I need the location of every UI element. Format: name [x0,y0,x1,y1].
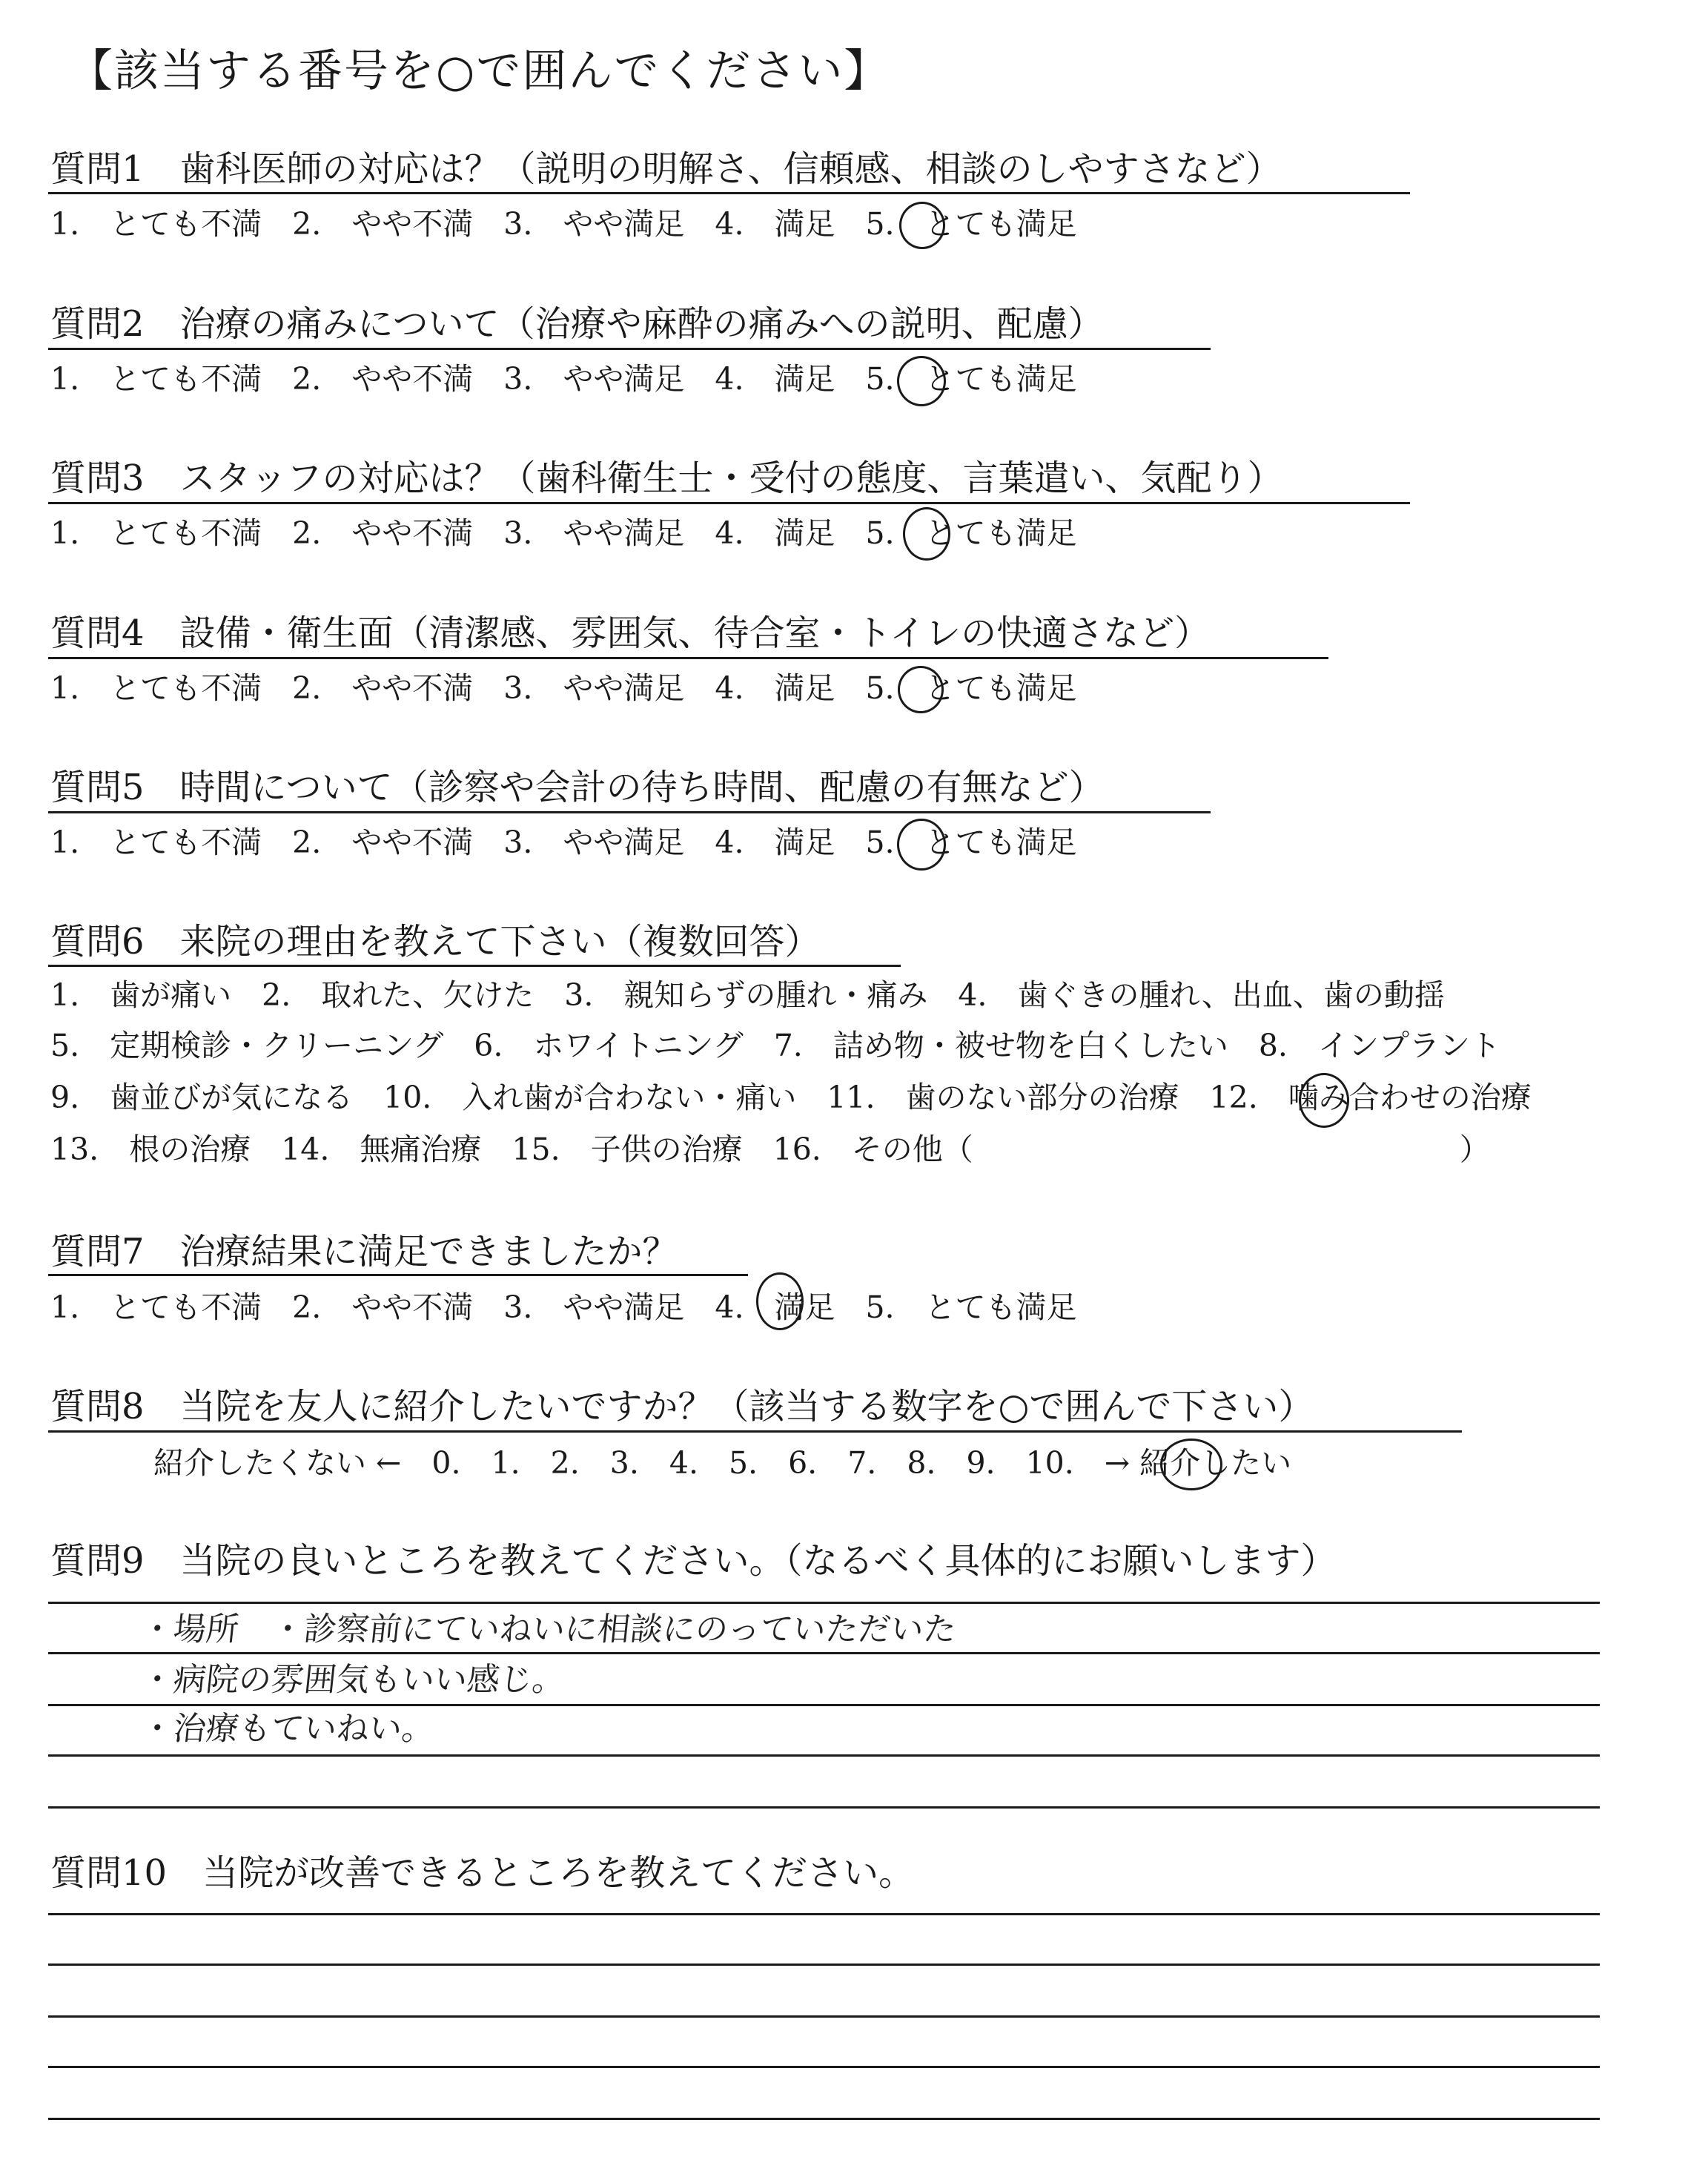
question-6-underline [48,965,901,967]
answer-circle-q1[interactable] [899,202,945,249]
answer-circle-q5[interactable] [897,819,946,871]
answer-circle-q8[interactable] [1160,1439,1222,1490]
question-5: 質問5 時間について（診察や会計の待ち時間、配慮の有無など） [50,767,1105,808]
question-8: 質問8 当院を友人に紹介したいですか？（該当する数字を○で囲んで下さい） [50,1386,1314,1427]
question-2: 質問2 治療の痛みについて（治療や麻酔の痛みへの説明、配慮） [50,303,1104,345]
handwritten-answer-line-2: ・病院の雰囲気もいい感じ。 [139,1661,567,1699]
question-6-options-row-2: 5. 定期検診・クリーニング 6. ホワイトニング 7. 詰め物・被せ物を白くしたい 8. インプラント [50,1028,1500,1063]
answer-line [48,1964,1600,1966]
question-7: 質問7 治療結果に満足できましたか？ [50,1231,678,1272]
answer-line [48,1602,1600,1604]
question-8-scale: 紹介したくない ← 0. 1. 2. 3. 4. 5. 6. 7. 8. 9. 10. → 紹介したい [153,1445,1292,1481]
question-3-underline [48,502,1410,504]
question-6-options-row-3: 9. 歯並びが気になる 10. 入れ歯が合わない・痛い 11. 歯のない部分の治療 12. 噛み合わせの治療 [50,1080,1532,1115]
answer-line [48,2066,1600,2068]
question-7-options: 1. とても不満 2. やや不満 3. やや満足 4. 満足 5. とても満足 [50,1289,1077,1325]
answer-line [48,2118,1600,2120]
question-4: 質問4 設備・衛生面（清潔感、雰囲気、待合室・トイレの快適さなど） [50,612,1211,654]
answer-circle-q2[interactable] [897,356,946,406]
answer-line [48,1704,1600,1706]
answer-circle-q6[interactable] [1299,1073,1349,1128]
handwritten-answer-line-1: ・場所 ・診察前にていねいに相談にのっていただいた [139,1611,959,1648]
question-4-options: 1. とても不満 2. やや不満 3. やや満足 4. 満足 5. とても満足 [50,670,1077,706]
answer-line [48,2015,1600,2018]
question-6: 質問6 来院の理由を教えて下さい（複数回答） [50,921,821,962]
answer-line [48,1754,1600,1757]
question-1-underline [48,192,1410,194]
question-2-options: 1. とても不満 2. やや不満 3. やや満足 4. 満足 5. とても満足 [50,361,1077,397]
question-4-underline [48,657,1328,659]
question-2-underline [48,348,1211,350]
question-6-options-row-1: 1. 歯が痛い 2. 取れた、欠けた 3. 親知らずの腫れ・痛み 4. 歯ぐきの腫れ、出血、歯の動揺 [50,977,1445,1013]
answer-line [48,1913,1600,1915]
question-9: 質問9 当院の良いところを教えてください。（なるべく具体的にお願いします） [50,1540,1337,1582]
question-8-underline [48,1430,1462,1433]
question-6-options-row-4: 13. 根の治療 14. 無痛治療 15. 子供の治療 16. その他（ ） [50,1132,1490,1167]
question-5-options: 1. とても不満 2. やや不満 3. やや満足 4. 満足 5. とても満足 [50,825,1077,860]
answer-line [48,1652,1600,1654]
question-5-underline [48,811,1211,813]
answer-circle-q7[interactable] [756,1272,804,1330]
question-3-options: 1. とても不満 2. やや不満 3. やや満足 4. 満足 5. とても満足 [50,515,1077,551]
page-title: 【該当する番号を○で囲んでください】 [68,45,890,97]
answer-line [48,1806,1600,1809]
question-1: 質問1 歯科医師の対応は？（説明の明解さ、信頼感、相談のしやすさなど） [50,148,1282,190]
answer-circle-q3[interactable] [903,507,950,561]
question-3: 質問3 スタッフの対応は？（歯科衛生士・受付の態度、言葉遣い、気配り） [50,458,1283,499]
answer-circle-q4[interactable] [898,666,944,713]
question-1-options: 1. とても不満 2. やや不満 3. やや満足 4. 満足 5. とても満足 [50,206,1077,242]
handwritten-answer-line-3: ・治療もていねい。 [139,1710,437,1748]
question-10: 質問10 当院が改善できるところを教えてください。 [50,1852,915,1894]
question-7-underline [48,1274,748,1276]
